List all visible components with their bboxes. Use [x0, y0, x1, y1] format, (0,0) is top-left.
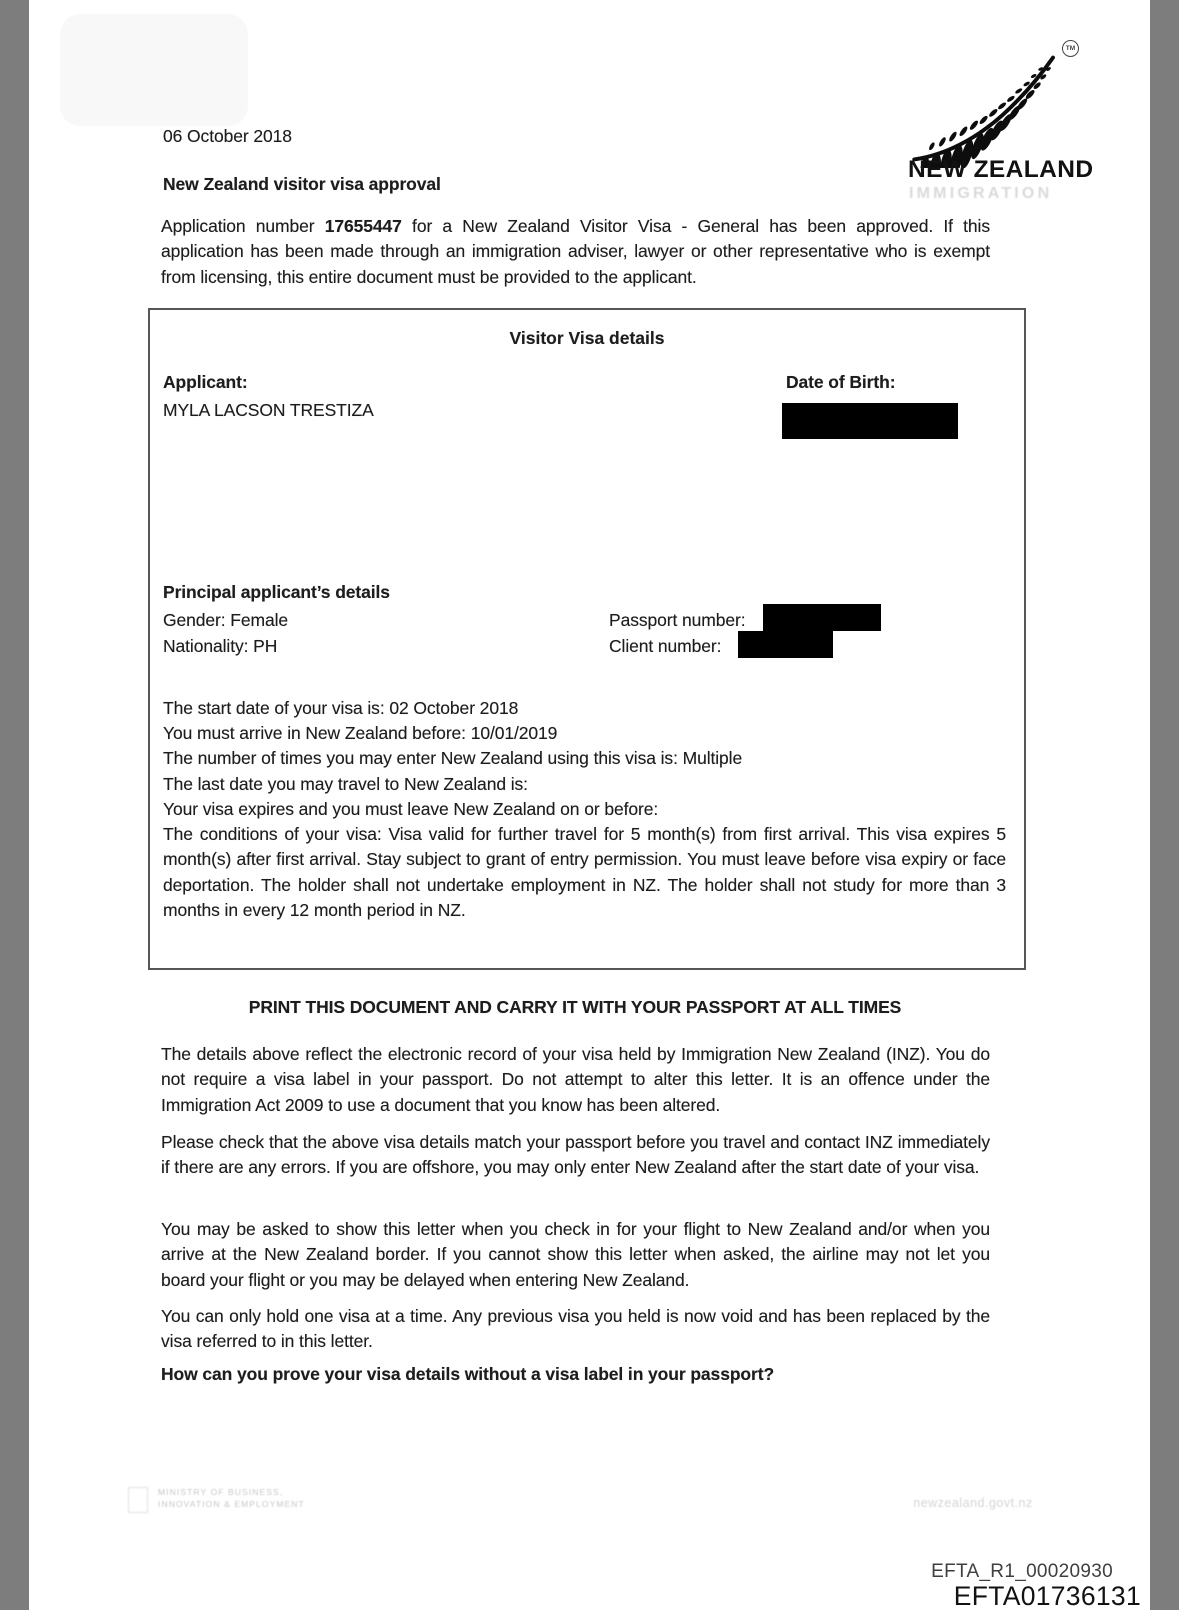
ministry-logo-text [158, 1486, 305, 1510]
visa-box-heading: Visitor Visa details [509, 328, 665, 348]
visa-last-travel-line: The last date you may travel to New Zealand is: [163, 773, 528, 794]
applicant-label: Applicant: [163, 372, 248, 392]
reference-code: EFTA_R1_00020930 [931, 1561, 1113, 1582]
visa-entries-line: The number of times you may enter New Zealand using this visa is: Multiple [163, 748, 743, 769]
visa-details-box [148, 308, 1026, 970]
logo-title: NEW ZEALAND [908, 156, 1094, 183]
visa-date-lines [163, 696, 1009, 822]
intro-suffix: for a New Zealand Visitor Visa - General has been approved. If this application has been made through an immigration adviser, lawyer or other representative who is exempt from licensing, this entire document must be provided to the applicant. [161, 216, 990, 287]
document-code: EFTA01736131 [953, 1581, 1141, 1610]
body-paragraph: Please check that the above visa details match your passport before you travel and contact INZ immediately if there are any errors. If you are offshore, you may only enter New Zealand after the start date of your visa. [161, 1132, 990, 1178]
visa-conditions-paragraph: The conditions of your visa: Visa valid for further travel for 5 month(s) from first arrival. This visa expires 5 month(s) after first arrival. Stay subject to grant of entry permission. You must leave before visa expiry or face deportation. The holder shall not undertake employment in NZ. The holder shall not study for more than 3 months in every 12 month period in NZ. [163, 824, 1006, 921]
nationality-value: Nationality: PH [163, 636, 278, 656]
inz-logo [880, 36, 1094, 216]
logo-subtitle: IMMIGRATION [909, 185, 1053, 202]
body-paragraph: You may be asked to show this letter when you check in for your flight to New Zealand and/or when you arrive at the New Zealand border. If you cannot show this letter when asked, the airline may not let you board your flight or you may be delayed when entering New Zealand. [161, 1219, 990, 1290]
print-notice-heading: PRINT THIS DOCUMENT AND CARRY IT WITH YOUR PASSPORT AT ALL TIMES [248, 997, 902, 1017]
silver-fern-icon [902, 42, 1060, 168]
passport-number-label: Passport number: [609, 610, 746, 630]
intro-paragraph [161, 214, 990, 290]
ministry-logo-icon [128, 1487, 148, 1513]
visa-start-date-line: The start date of your visa is: 02 October 2018 [163, 698, 519, 718]
body-paragraph: You can only hold one visa at a time. Any previous visa you held is now void and has been replaced by the visa referred to in this letter. [161, 1306, 990, 1352]
question-heading: How can you prove your visa details without a visa label in your passport? [161, 1364, 775, 1384]
letter-date: 06 October 2018 [163, 126, 292, 146]
viewer-letterbox-right [1150, 0, 1179, 1610]
client-number-label: Client number: [609, 636, 722, 656]
visa-arrive-before-line: You must arrive in New Zealand before: 10/01/2019 [163, 723, 558, 744]
client-redaction [738, 631, 833, 658]
trademark-icon: TM [1062, 40, 1079, 57]
application-number: 17655447 [324, 216, 402, 236]
applicant-name: MYLA LACSON TRESTIZA [163, 400, 374, 420]
intro-prefix: Application number [161, 216, 325, 236]
footer-watermark: newzealand.govt.nz [913, 1496, 1033, 1510]
dob-redaction [782, 403, 958, 439]
passport-redaction [763, 604, 881, 631]
address-redaction [60, 14, 248, 126]
viewer-letterbox-left [0, 0, 29, 1610]
ministry-line-1: MINISTRY OF BUSINESS, [158, 1487, 284, 1497]
ministry-line-2: INNOVATION & EMPLOYMENT [158, 1499, 305, 1509]
visa-expiry-line: Your visa expires and you must leave New Zealand on or before: [163, 798, 659, 819]
date-of-birth-label: Date of Birth: [786, 372, 896, 392]
body-paragraph: The details above reflect the electronic record of your visa held by Immigration New Zealand (INZ). You do not require a visa label in your passport. Do not attempt to alter this letter. It is an offence under the Immigration Act 2009 to use a document that you know has been altered. [161, 1044, 990, 1115]
gender-value: Gender: Female [163, 610, 289, 630]
letter-subject: New Zealand visitor visa approval [163, 174, 441, 194]
principal-details-heading: Principal applicant’s details [163, 582, 390, 602]
